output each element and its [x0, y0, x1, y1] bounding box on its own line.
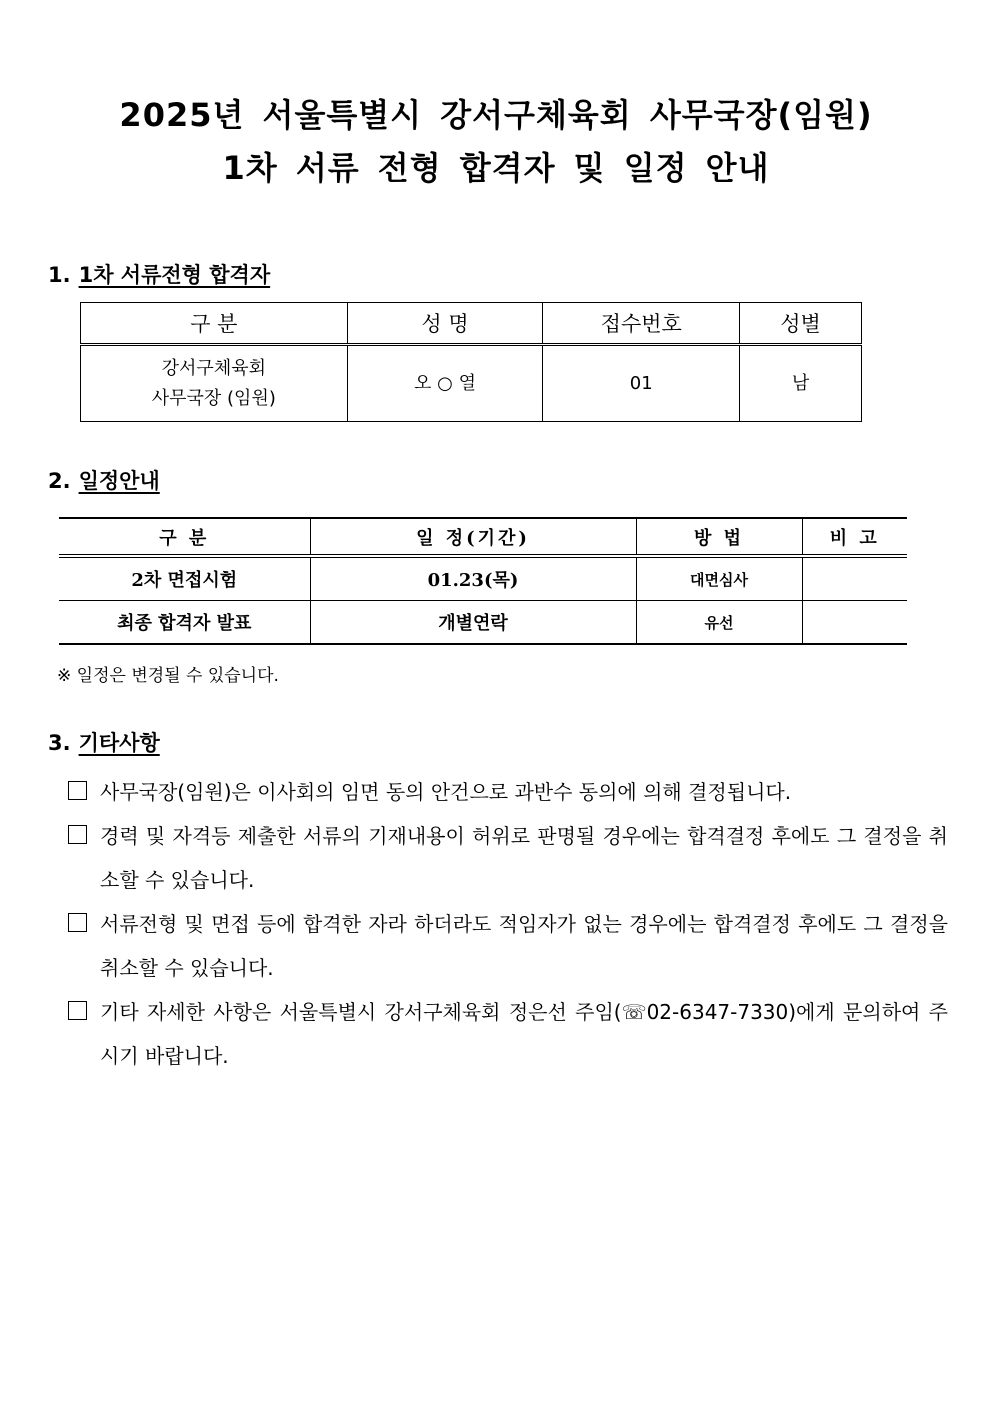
- schedule-method-cell: 대면심사: [636, 556, 802, 601]
- section3-title: 기타사항: [78, 731, 160, 755]
- section3-heading: [48, 727, 160, 757]
- passer-header-receipt-no: 접수번호: [543, 303, 740, 345]
- schedule-change-note: ※ 일정은 변경될 수 있습니다.: [57, 666, 279, 686]
- document-title-line1: 2025년 서울특별시 강서구체육회 사무국장(임원): [119, 96, 873, 134]
- passer-category-line1: 강서구체육회: [161, 357, 266, 379]
- table-row: [59, 601, 907, 645]
- passer-category-line2: 사무국장 (임원): [151, 387, 276, 409]
- section3-number: 3.: [48, 731, 71, 755]
- section1-number: 1.: [48, 263, 71, 287]
- passer-receipt-no-cell: 01: [543, 345, 740, 422]
- passer-header-category: 구 분: [81, 303, 348, 345]
- schedule-method-cell: 유선: [636, 601, 802, 645]
- schedule-remark-cell: [802, 556, 907, 601]
- section2-heading: [48, 465, 160, 495]
- schedule-table-header-row: [59, 518, 907, 556]
- section2-title: 일정안내: [78, 469, 160, 493]
- list-item: [68, 902, 948, 990]
- schedule-header-method: 방 법: [636, 518, 802, 556]
- notice-list: [68, 770, 948, 1078]
- schedule-table: [59, 517, 907, 645]
- checkbox-square-icon: [68, 1001, 87, 1020]
- checkbox-square-icon: [68, 913, 87, 932]
- list-item: [68, 770, 948, 814]
- section1-heading: [48, 259, 270, 289]
- passer-category-cell: [81, 345, 348, 422]
- schedule-category-cell: 2차 면접시험: [59, 556, 310, 601]
- notice-item-text: 사무국장(임원)은 이사회의 임면 동의 안건으로 과반수 동의에 의해 결정됩니다.: [100, 780, 792, 804]
- checkbox-square-icon: [68, 825, 87, 844]
- schedule-remark-cell: [802, 601, 907, 645]
- schedule-header-schedule: 일 정(기간): [310, 518, 636, 556]
- section2-number: 2.: [48, 469, 71, 493]
- passer-gender-cell: 남: [740, 345, 862, 422]
- schedule-date-cell: 01.23(목): [310, 556, 636, 601]
- table-row: [81, 345, 862, 422]
- schedule-header-remark: 비 고: [802, 518, 907, 556]
- document-title-line2: 1차 서류 전형 합격자 및 일정 안내: [222, 149, 770, 187]
- schedule-header-category: 구 분: [59, 518, 310, 556]
- schedule-category-cell: 최종 합격자 발표: [59, 601, 310, 645]
- notice-item-text: 서류전형 및 면접 등에 합격한 자라 하더라도 적임자가 없는 경우에는 합격결정 후에도 그 결정을 취소할 수 있습니다.: [100, 912, 948, 980]
- passer-header-gender: 성별: [740, 303, 862, 345]
- checkbox-square-icon: [68, 781, 87, 800]
- notice-item-text: 기타 자세한 사항은 서울특별시 강서구체육회 정은선 주임(☏02-6347-7330)에게 문의하여 주시기 바랍니다.: [100, 1000, 948, 1068]
- notice-item-text: 경력 및 자격등 제출한 서류의 기재내용이 허위로 판명될 경우에는 합격결정 후에도 그 결정을 취소할 수 있습니다.: [100, 824, 948, 892]
- passer-table: [80, 302, 862, 422]
- list-item: [68, 814, 948, 902]
- table-row: [59, 556, 907, 601]
- passer-table-header-row: [81, 303, 862, 345]
- section1-title: 1차 서류전형 합격자: [78, 263, 271, 287]
- schedule-date-cell: 개별연락: [310, 601, 636, 645]
- passer-name-cell: 오 ○ 열: [347, 345, 543, 422]
- list-item: [68, 990, 948, 1078]
- passer-header-name: 성 명: [347, 303, 543, 345]
